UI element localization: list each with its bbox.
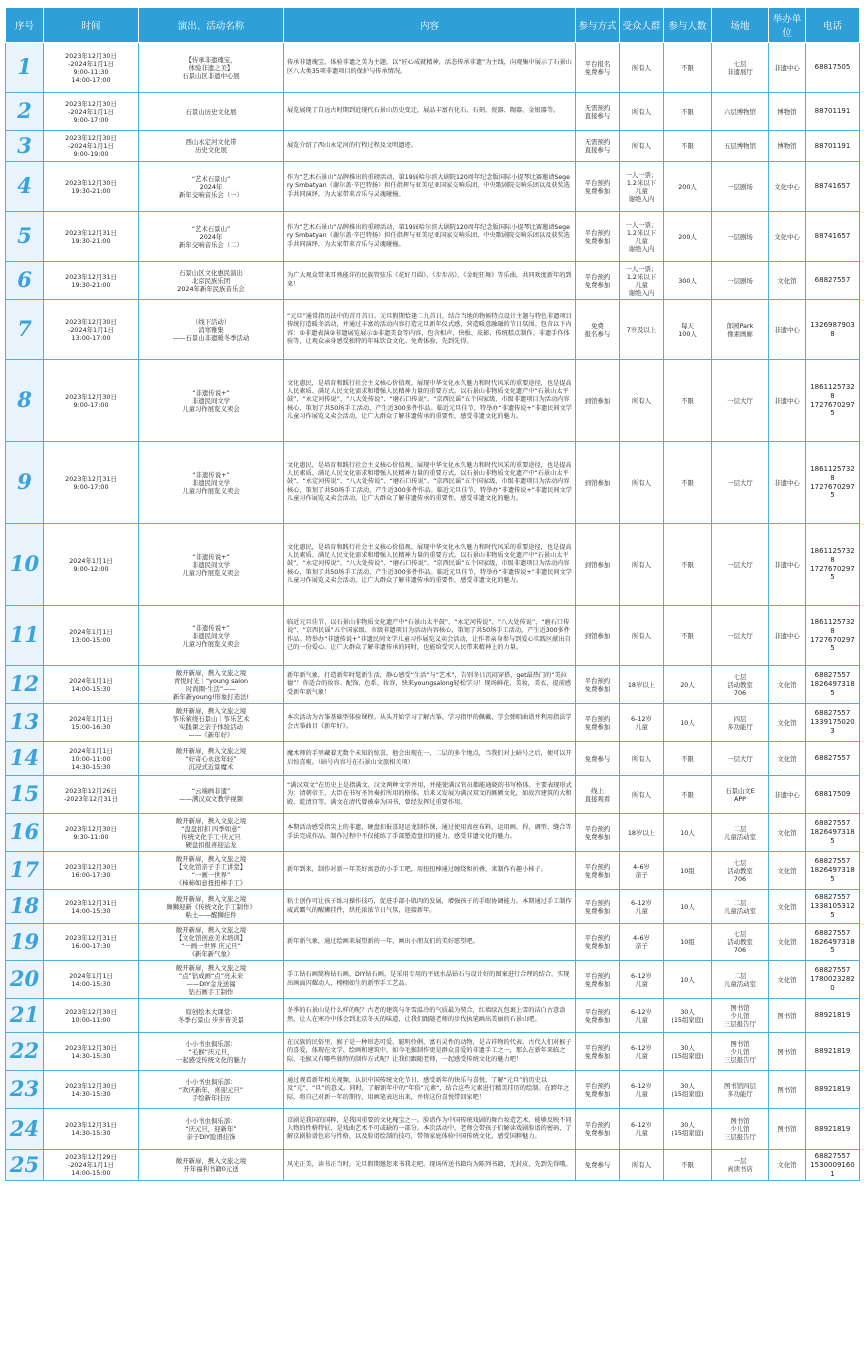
content-cell: 传承非遗瑰宝，体验非遗之美为主题，以“匠心成就精神，活态传承非遗”为主线，向观集中展示了石景山区八大类35项非遗项目的保护与传承情况。 [284,43,576,93]
name-cell: 敞开新扉，携入文旅之境 筝乐萦绕石景山｜筝乐艺术 实践课之亲子体验活动 ——《新年好》 [139,704,284,742]
table-row [6,1033,860,1071]
time-cell: 2023年12月31日 19:30-21:00 [44,212,139,262]
mode-cell: 到馆参加 [576,524,620,606]
count-cell: 10组 [664,924,712,961]
row-no: 22 [6,1033,44,1071]
content-cell: 手工钻石画简称钻石画，DIY钻石画。是采用专用的平底水晶钻石与设计好的图案进行合理的结合，实现出画面闪耀动人，栩栩如生的新型手工艺品。 [284,961,576,999]
venue-cell: 石景山文E APP [712,776,769,814]
count-cell: 10人 [664,890,712,924]
content-cell: 作为“艺术石景山”品牌推出的重磅活动，第19届哈尔滨大剧院120周年纪念版国际小提琴比赛邀请Segery Smbatyan（谢尔盖·辛巴特扬）担任指挥与亚美尼亚国家交响乐团、中央歌剧院交响乐团以及获奖选手共同演绎，为大家带来音乐与灵魂碰撞。 [284,162,576,212]
name-cell: “非遗传说+” 非遗民间文学 儿童习作展览义卖会 [139,442,284,524]
header-phone: 电话 [806,8,860,43]
mode-cell: 到馆参加 [576,360,620,442]
table-row [6,852,860,890]
content-cell: 作为“艺术石景山”品牌推出的重磅活动，第19届哈尔滨大剧院120周年纪念版国际小提琴比赛邀请Segery Smbatyan（谢尔盖·辛巴特扬）担任指挥与亚美尼亚国家交响乐团、中央歌剧院交响乐团以及获奖选手共同演绎，为大家带来音乐与灵魂碰撞。 [284,212,576,262]
audience-cell: 所有人 [620,43,664,93]
mode-cell: 平台预约 免费参加 [576,1033,620,1071]
org-cell: 非遗中心 [769,43,806,93]
mode-cell: 平台预约 免费参加 [576,666,620,704]
venue-cell: 一层 真读书店 [712,1150,769,1181]
venue-cell: 二层 儿童活动室 [712,890,769,924]
audience-cell: 所有人 [620,1150,664,1181]
row-no: 13 [6,704,44,742]
row-no: 20 [6,961,44,999]
venue-cell: 七层 活动教室 706 [712,924,769,961]
row-no: 21 [6,999,44,1033]
mode-cell: 无需预约 直接参与 [576,131,620,162]
audience-cell: 6-12岁 儿童 [620,1109,664,1150]
org-cell: 图书馆 [769,1071,806,1109]
header-no: 序号 [6,8,44,43]
audience-cell: 所有人 [620,776,664,814]
content-cell: 在汉族的民俗里，猴子是一种形态可爱、聪明伶俐、富有灵性的动物，是吉祥物的代表。古代人们对猴子的喜爱，体现在文学、绘画和建筑中，如今毛猴制作更是群众喜爱的非遗手工之一，那么在新年来临之际，毛猴又有哪些独特的制作方式呢？让我们跟随老师，一起感受传统文化的魅力吧！ [284,1033,576,1071]
count-cell: 不限 [664,524,712,606]
mode-cell: 免费 报名参与 [576,300,620,360]
count-cell: 30人 (15组家庭) [664,1033,712,1071]
name-cell: 敞开新扉，携入文旅之境 “盘盘扣扣 四季如意” 传统文化手工·庆元旦 硬盘扣报喜迎运龙 [139,814,284,852]
count-cell: 不限 [664,742,712,776]
phone-cell: 68827557 [806,262,860,300]
name-cell: 敞开新扉，携入文旅之境 舞狮迎新《传统文化手工制作》 粘土——醒狮挂件 [139,890,284,924]
org-cell: 文化馆 [769,742,806,776]
table-row [6,814,860,852]
name-cell: 西山永定河文化带 历史文化展 [139,131,284,162]
row-no: 7 [6,300,44,360]
name-cell: 敞开新扉，携入文旅之境 “好奇心永远年轻” 沉浸式近景魔术 [139,742,284,776]
org-cell: 文化馆 [769,924,806,961]
table-row [6,666,860,704]
table-row [6,1109,860,1150]
mode-cell: 平台预约 免费参加 [576,961,620,999]
content-cell: 通过观看新年相关视频，认识中国传统文化节日，感受新年的快乐与喜悦，了解“元旦”的历史以及“元”、“旦”的意义。同时，了解新年中的“年俗”元素”，结合这些元素进行精美挂历的绘制。在跨年之际，将自己对新一年的期待，用画笔表达出来，并将这份喜悦带回家吧！ [284,1071,576,1109]
name-cell: 敞开新扉，携入文旅之境 青悦时光｜“young salon 时尚圈·生活”—— 新年新young!形象打造法! [139,666,284,704]
org-cell: 非遗中心 [769,442,806,524]
table-row [6,360,860,442]
content-cell: 文化惠民，是培育和践行社会主义核心价值观、展现中华文化永久魅力和时代风采的重要途径，也是提高人民素质、满足人民文化需求和增强人民精神力量的重要方式。以石景山非物质文化遗产中“石景山太平鼓”、“永定河传说”、“八大处传说”、“磨石口传说”、“京西民谣”五个国家级、市级非遗项目为活动内容核心，策划了共50场手工活动，产生近300多件作品。临近元旦佳节，特举办“非遗传说+”非遗民间文学儿童习作展览义卖会活动，让广大群众了解非遗传承的重要性，感受非遗文化的魅力。 [284,360,576,442]
time-cell: 2023年12月30日 16:00-17:30 [44,852,139,890]
time-cell: 2023年12月30日 19:30-21:00 [44,162,139,212]
count-cell: 200人 [664,162,712,212]
phone-cell: 68827557 18264973185 [806,924,860,961]
time-cell: 2024年1月1日 14:00-15:30 [44,961,139,999]
content-cell: 新年新气象，通过绘画来展望新的一年，画出小朋友们的美好愿望吧。 [284,924,576,961]
row-no: 12 [6,666,44,704]
org-cell: 图书馆 [769,1109,806,1150]
org-cell: 文化中心 [769,162,806,212]
name-cell: （线下活动） 消寒雅集 ——石景山非遗暖冬季活动 [139,300,284,360]
phone-cell: 68827557 18264973185 [806,852,860,890]
mode-cell: 无需预约 直接参与 [576,93,620,131]
time-cell: 2023年12月31日 9:00-17:00 [44,442,139,524]
mode-cell: 平台预约 免费参加 [576,814,620,852]
table-row [6,961,860,999]
count-cell: 不限 [664,1150,712,1181]
org-cell: 图书馆 [769,999,806,1033]
row-no: 23 [6,1071,44,1109]
audience-cell: 6-12岁 儿童 [620,1033,664,1071]
name-cell: “云端画非遗” ——满汉双文教学视频 [139,776,284,814]
time-cell: 2023年12月30日 -2024年1月1日 9:00-11:30 14:00-17:00 [44,43,139,93]
time-cell: 2024年1月1日 13:00-15:00 [44,606,139,666]
row-no: 19 [6,924,44,961]
mode-cell: 平台预约 免费参加 [576,162,620,212]
org-cell: 非遗中心 [769,524,806,606]
time-cell: 2023年12月31日 19:30-21:00 [44,262,139,300]
row-no: 10 [6,524,44,606]
count-cell: 不限 [664,776,712,814]
audience-cell: 6-12岁 儿童 [620,890,664,924]
table-row [6,999,860,1033]
mode-cell: 平台预约 免费参加 [576,1109,620,1150]
phone-cell: 18611257328 17276702975 [806,442,860,524]
row-no: 11 [6,606,44,666]
content-cell: 新年到来，制作对新一年美好寓意的小手工吧，用扭扭棒通过缠绕和折叠，来制作有趣小柿子。 [284,852,576,890]
org-cell: 非遗中心 [769,776,806,814]
venue-cell: 二层 儿童活动室 [712,814,769,852]
name-cell: 敞开新扉，携入文旅之境 开年福利书籍0元送 [139,1150,284,1181]
table-row [6,1150,860,1181]
time-cell: 2023年12月31日 14:30-15:30 [44,1109,139,1150]
time-cell: 2024年1月1日 10:00-11:00 14:30-15:30 [44,742,139,776]
venue-cell: 一层剧场 [712,162,769,212]
table-row [6,162,860,212]
name-cell: 石景山区文化惠民演出 北京民族乐团 2024年新年民族音乐会 [139,262,284,300]
venue-cell: 一层大厅 [712,742,769,776]
phone-cell: 68817505 [806,43,860,93]
venue-cell: 五层博物馆 [712,131,769,162]
content-cell: “元旦”通常指历法中的首月首日。元旦假期恰逢二九首日，结合当地的物候特点设计主题与特色非遗项目传统打造暖冬活动，并通过丰富的活动内容打造元旦新年仪式感，营造暖意融融的节日氛围。包含以下内容：①非遗表演②非遗展览展示③非遗美食等内容，包含相声、快板、皮影、传统糕点制作、非遗手作体验等，让观众亲身感受独特的年味饮食文化。免费体验，先到先得。 [284,300,576,360]
org-cell: 文化馆 [769,262,806,300]
name-cell: “非遗传说+” 非遗民间文学 儿童习作展览义卖会 [139,360,284,442]
content-cell: 临近元旦佳节，以石景山非物质文化遗产中“石景山太平鼓”、“永定河传说”、“八大处传说”、“磨石口传说”、“京西民谣”五个国家级、市级非遗项目为活动内容核心，策划了共50场手工活动，产生近300多件作品。特举办“非遗传说+”非遗民间文学儿童习作展览义卖会活动，让作者亲身参与到爱心实践区献出自己的一份爱心。让广大群众了解非遗传承的同时，也能给受灾人民带来精神上的力量。 [284,606,576,666]
count-cell: 200人 [664,212,712,262]
header-count: 参与人数 [664,8,712,43]
row-no: 1 [6,43,44,93]
content-cell: 文化惠民，是培育和践行社会主义核心价值观、展现中华文化永久魅力和时代风采的重要途径，也是提高人民素质、满足人民文化需求和增强人民精神力量的重要方式。以石景山非物质文化遗产中“石景山太平鼓”、“永定河传说”、“八大处传说”、“磨石口传说”、“京西民谣”五个国家级、市级非遗项目为活动内容核心，策划了共50场手工活动，产生近300多件作品。临近元旦佳节，特举办“非遗传说+”非遗民间文学儿童习作展览义卖会活动，让广大群众了解非遗传承的重要性，感受非遗文化的魅力。 [284,524,576,606]
audience-cell: 所有人 [620,93,664,131]
content-cell: “满汉双文”在历史上是指满文、汉文两种文字并用，并能使满汉官员都能通晓的书写格体。主要表现形式为：清朝帝王、大臣在书写圣旨奏折所用的格体。后来又发展为满汉双文的匾额文化，如故宫建筑的大和殿、乾清宫等。满文在清代曾被奉为国书，曾经发挥过重要作用。 [284,776,576,814]
audience-cell: 一人一票； 1.2米以下 儿童 谢绝入内 [620,212,664,262]
mode-cell: 平台报名 免费参与 [576,43,620,93]
row-no: 5 [6,212,44,262]
row-no: 4 [6,162,44,212]
venue-cell: 图书馆 少儿馆 三层报告厅 [712,1109,769,1150]
table-row [6,742,860,776]
content-cell: 粘土创作可让孩子练习操作技巧，促进手部小肌肉的发展，增强孩子的手眼协调能力。本期通过手工制作威武霸气的醒狮挂件，烘托浓浓节日气氛，迎接新年。 [284,890,576,924]
org-cell: 非遗中心 [769,360,806,442]
header-mode: 参与方式 [576,8,620,43]
venue-cell: 二层 儿童活动室 [712,961,769,999]
phone-cell: 68827557 18264973185 [806,814,860,852]
audience-cell: 所有人 [620,442,664,524]
audience-cell: 7岁及以上 [620,300,664,360]
audience-cell: 6-12岁 儿童 [620,1071,664,1109]
phone-cell: 18611257328 17276702975 [806,360,860,442]
row-no: 6 [6,262,44,300]
venue-cell: 七层 非遗展厅 [712,43,769,93]
time-cell: 2023年12月31日 16:00-17:30 [44,924,139,961]
table-row [6,704,860,742]
time-cell: 2023年12月30日 10:00-11:00 [44,999,139,1033]
time-cell: 2023年12月30日 9:00-17:00 [44,360,139,442]
phone-cell: 88921819 [806,1109,860,1150]
count-cell: 10人 [664,704,712,742]
mode-cell: 平台预约 免费参加 [576,852,620,890]
mode-cell: 到馆参加 [576,606,620,666]
audience-cell: 所有人 [620,606,664,666]
content-cell: 展览介绍了西山永定河的行程过程及文明遗迹。 [284,131,576,162]
phone-cell: 88921819 [806,1071,860,1109]
activity-table [5,7,860,1181]
mode-cell: 免费参与 [576,742,620,776]
name-cell: 小小书虫俱乐部： “毛猴”庆元旦， 一起感受传统文化的魅力 [139,1033,284,1071]
org-cell: 文化馆 [769,852,806,890]
time-cell: 2023年12月30日 -2024年1月1日 9:00-17:00 [44,93,139,131]
name-cell: 小小书虫俱乐部： “庆元旦，迎新年” 亲子DIY脸谱挂饰 [139,1109,284,1150]
content-cell: 新年新气象，打造新年时髦新生活，静心感受“生活”与“艺术”，告别冬日沉闷穿搭，get最热门的“美拉德”！你适合的妆容、配饰、色系、妆容，快来youngsalong轻松学习！现场鲜花，美妆，美衣，提前感受新年新气象！ [284,666,576,704]
phone-cell: 13269879038 [806,300,860,360]
venue-cell: 六层博物馆 [712,93,769,131]
name-cell: “非遗传说+” 非遗民间文学 儿童习作展览义卖会 [139,524,284,606]
org-cell: 文化馆 [769,1150,806,1181]
table-row [6,924,860,961]
time-cell: 2023年12月30日 14:30-15:30 [44,1071,139,1109]
row-no: 3 [6,131,44,162]
name-cell: 敞开新扉，携入文旅之境 【文化馆创意美术培训】 “一画一世界 庆元旦” 《新年新气象》 [139,924,284,961]
audience-cell: 6-12岁 儿童 [620,999,664,1033]
table-row [6,212,860,262]
header-name: 演出、活动名称 [139,8,284,43]
org-cell: 图书馆 [769,1033,806,1071]
phone-cell: 88921819 [806,1033,860,1071]
count-cell: 每天 100人 [664,300,712,360]
header-row [6,8,860,43]
time-cell: 2023年12月30日 14:30-15:30 [44,1033,139,1071]
org-cell: 博物馆 [769,131,806,162]
count-cell: 300人 [664,262,712,300]
table-row [6,776,860,814]
header-org: 举办单位 [769,8,806,43]
name-cell: “艺术石景山” 2024年 新年交响音乐会（一） [139,162,284,212]
org-cell: 文化中心 [769,212,806,262]
content-cell: 本期活动感受指尖上的非遗，硬盘扣报喜迎运龙制作课，通过使用真丝布料，运用画、捏、调型、缝合等手法完成作品。制作过程中不仅能练了手部塑造盘扣的能力，感受非遗文化的魅力。 [284,814,576,852]
content-cell: 本次活动为古筝基础型体验课程。从头开始学习了解古筝、学习指甲的佩戴、学会弹唱曲谱并利用指法学会古筝曲目《新年好》。 [284,704,576,742]
audience-cell: 一人一票； 1.2米以下 儿童 谢绝入内 [620,262,664,300]
table-row [6,524,860,606]
audience-cell: 一人一票； 1.2米以下 儿童 谢绝入内 [620,162,664,212]
org-cell: 文化馆 [769,961,806,999]
row-no: 8 [6,360,44,442]
venue-cell: 四层 多功能厅 [712,704,769,742]
audience-cell: 所有人 [620,524,664,606]
mode-cell: 平台预约 免费参加 [576,262,620,300]
header-audience: 受众人群 [620,8,664,43]
mode-cell: 平台预约 免费参加 [576,890,620,924]
table-row [6,43,860,93]
time-cell: 2023年12月29日 -2024年1月1日 14:00-15:00 [44,1150,139,1181]
venue-cell: 图书馆四层 多功能厅 [712,1071,769,1109]
mode-cell: 到馆参加 [576,442,620,524]
phone-cell: 88701191 [806,93,860,131]
phone-cell: 88741657 [806,162,860,212]
venue-cell: 图书馆 少儿馆 三层报告厅 [712,999,769,1033]
row-no: 25 [6,1150,44,1181]
audience-cell: 4-6岁 亲子 [620,924,664,961]
name-cell: 原创绘本大课堂： 冬季石景山 步步皆美景 [139,999,284,1033]
mode-cell: 平台预约 免费参加 [576,999,620,1033]
venue-cell: 一层剧场 [712,262,769,300]
audience-cell: 6-12岁 儿童 [620,704,664,742]
org-cell: 非遗中心 [769,300,806,360]
count-cell: 10人 [664,814,712,852]
venue-cell: 一层大厅 [712,360,769,442]
name-cell: 【传承非遗瑰宝， 体验非遗之美】 石景山区非遗中心展 [139,43,284,93]
org-cell: 文化馆 [769,666,806,704]
row-no: 9 [6,442,44,524]
phone-cell: 68827557 17800232820 [806,961,860,999]
org-cell: 文化馆 [769,890,806,924]
org-cell: 博物馆 [769,93,806,131]
count-cell: 不限 [664,93,712,131]
row-no: 17 [6,852,44,890]
phone-cell: 68827557 15300091601 [806,1150,860,1181]
row-no: 2 [6,93,44,131]
count-cell: 不限 [664,606,712,666]
venue-cell: 图书馆 少儿馆 三层报告厅 [712,1033,769,1071]
phone-cell: 18611257328 17276702975 [806,524,860,606]
row-no: 24 [6,1109,44,1150]
count-cell: 30人 (15组家庭) [664,1109,712,1150]
venue-cell: 一层大厅 [712,606,769,666]
name-cell: “艺术石景山” 2024年 新年交响音乐会（二） [139,212,284,262]
content-cell: 展览展现了自远古时期到近现代石景山历史变迁，展品丰富有化石、石刻、瓷器、陶器、金银器等。 [284,93,576,131]
audience-cell: 18岁以上 [620,814,664,852]
phone-cell: 68827557 13391750203 [806,704,860,742]
table-row [6,1071,860,1109]
count-cell: 不限 [664,131,712,162]
phone-cell: 88921819 [806,999,860,1033]
header-venue: 场地 [712,8,769,43]
name-cell: “非遗传说+” 非遗民间文学 儿童习作展览义卖会 [139,606,284,666]
count-cell: 不限 [664,442,712,524]
org-cell: 文化馆 [769,814,806,852]
phone-cell: 88741657 [806,212,860,262]
table-row [6,606,860,666]
venue-cell: 一层大厅 [712,442,769,524]
audience-cell: 所有人 [620,131,664,162]
count-cell: 20人 [664,666,712,704]
audience-cell: 所有人 [620,742,664,776]
time-cell: 2023年12月30日 -2024年1月1日 9:00-19:00 [44,131,139,162]
time-cell: 2024年1月1日 14:00-15:30 [44,666,139,704]
row-no: 15 [6,776,44,814]
row-no: 16 [6,814,44,852]
mode-cell: 平台预约 免费参加 [576,212,620,262]
time-cell: 2024年1月1日 9:00-12:00 [44,524,139,606]
name-cell: 石景山历史文化展 [139,93,284,131]
count-cell: 10人 [664,961,712,999]
table-row [6,262,860,300]
count-cell: 30人 (15组家庭) [664,999,712,1033]
count-cell: 10组 [664,852,712,890]
header-time: 时间 [44,8,139,43]
content-cell: 文化惠民，是培育和践行社会主义核心价值观、展现中华文化永久魅力和时代风采的重要途径，也是提高人民素质、满足人民文化需求和增强人民精神力量的重要方式。以石景山非物质文化遗产中“石景山太平鼓”、“永定河传说”、“八大处传说”、“磨石口传说”、“京西民谣”五个国家级、市级非遗项目为活动内容核心，策划了共50场手工活动，产生近300多件作品。临近元旦佳节，特举办“非遗传说+”非遗民间文学儿童习作展览义卖会活动，让广大群众了解非遗传承的重要性，感受非遗文化的魅力。 [284,442,576,524]
mode-cell: 线上 直接观看 [576,776,620,814]
time-cell: 2023年12月30日 9:30-11:00 [44,814,139,852]
org-cell: 文化馆 [769,704,806,742]
audience-cell: 4-6岁 亲子 [620,852,664,890]
phone-cell: 18611257328 17276702975 [806,606,860,666]
table-row [6,93,860,131]
venue-cell: 一层大厅 [712,524,769,606]
content-cell: 为广大观众带来耳熟能详的民族管弦乐《花好月圆》、《步步高》、《金蛇狂舞》等乐曲，共同欢度新年的到来！ [284,262,576,300]
mode-cell: 平台预约 免费参加 [576,1071,620,1109]
phone-cell: 68827557 [806,742,860,776]
mode-cell: 免费参与 [576,1150,620,1181]
count-cell: 30人 (15组家庭) [664,1071,712,1109]
audience-cell: 18岁以上 [620,666,664,704]
header-content: 内容 [284,8,576,43]
count-cell: 不限 [664,360,712,442]
venue-cell: 一层剧场 [712,212,769,262]
phone-cell: 68827557 13381053125 [806,890,860,924]
venue-cell: 郎园Park 像素画廊 [712,300,769,360]
phone-cell: 68817509 [806,776,860,814]
table-row [6,300,860,360]
time-cell: 2023年12月26日 -2023年12月31日 [44,776,139,814]
table-row [6,131,860,162]
content-cell: 风光正美，读书正当时，元旦假期邀您来书我走吧。现场所送书籍均为陈列书籍，无封皮，先到先得哦。 [284,1150,576,1181]
row-no: 14 [6,742,44,776]
phone-cell: 68827557 18264973185 [806,666,860,704]
audience-cell: 所有人 [620,360,664,442]
count-cell: 不限 [664,43,712,93]
time-cell: 2023年12月31日 14:00-15:30 [44,890,139,924]
time-cell: 2024年1月1日 15:00-16:30 [44,704,139,742]
org-cell: 非遗中心 [769,606,806,666]
name-cell: 敞开新扉，携入文旅之境 “点”钻成画“点”亮未来 ——DIY金龙送福 钻石画手工制作 [139,961,284,999]
audience-cell: 6-12岁 儿童 [620,961,664,999]
table-body [6,43,860,1181]
content-cell: 魔术师的手里藏着无数个未知的惊喜，他会出现在一、二层的多个地点，当我们对上暗号之后，便可以开启惊喜啦。（暗号内容号在石景山文旅相关项） [284,742,576,776]
name-cell: 敞开新扉，携入文旅之境 【文化馆亲子手工讲堂】 “一画一世界” 《柿柿如意扭扭棒手工》 [139,852,284,890]
mode-cell: 平台预约 免费参加 [576,924,620,961]
venue-cell: 七层 活动教室 706 [712,666,769,704]
table-row [6,890,860,924]
name-cell: 小小书虫俱乐部： “欢庆新年，喜迎元旦” 手绘新年挂历 [139,1071,284,1109]
row-no: 18 [6,890,44,924]
mode-cell: 平台预约 免费参加 [576,704,620,742]
content-cell: 京剧是我国的国粹，是我国重要的文化瑰宝之一。脸谱作为中国传统戏剧的舞台妆造艺术，能够反映不同人物的性格特征，是戏曲艺术不可或缺的一部分。本次活动中，老师会带孩子们解读戏剧脸谱的密码，了解京剧脸谱色彩与性格，以及脸谱绘制的技巧，带领家庭体验中国传统文化，感受国粹魅力。 [284,1109,576,1150]
content-cell: 冬季的石景山是什么样的呢？古老的建筑与冬雪温冷的气质最为契合，红墙绿瓦包裹上雪的洁白古意盎然，让人在寒冷中体会到北京冬天的味道，让我们跟随老师的步伐执笔画出美丽的石景山吧。 [284,999,576,1033]
time-cell: 2023年12月30日 -2024年1月1日 13:00-17:00 [44,300,139,360]
table-row [6,442,860,524]
venue-cell: 七层 活动教室 706 [712,852,769,890]
phone-cell: 88701191 [806,131,860,162]
